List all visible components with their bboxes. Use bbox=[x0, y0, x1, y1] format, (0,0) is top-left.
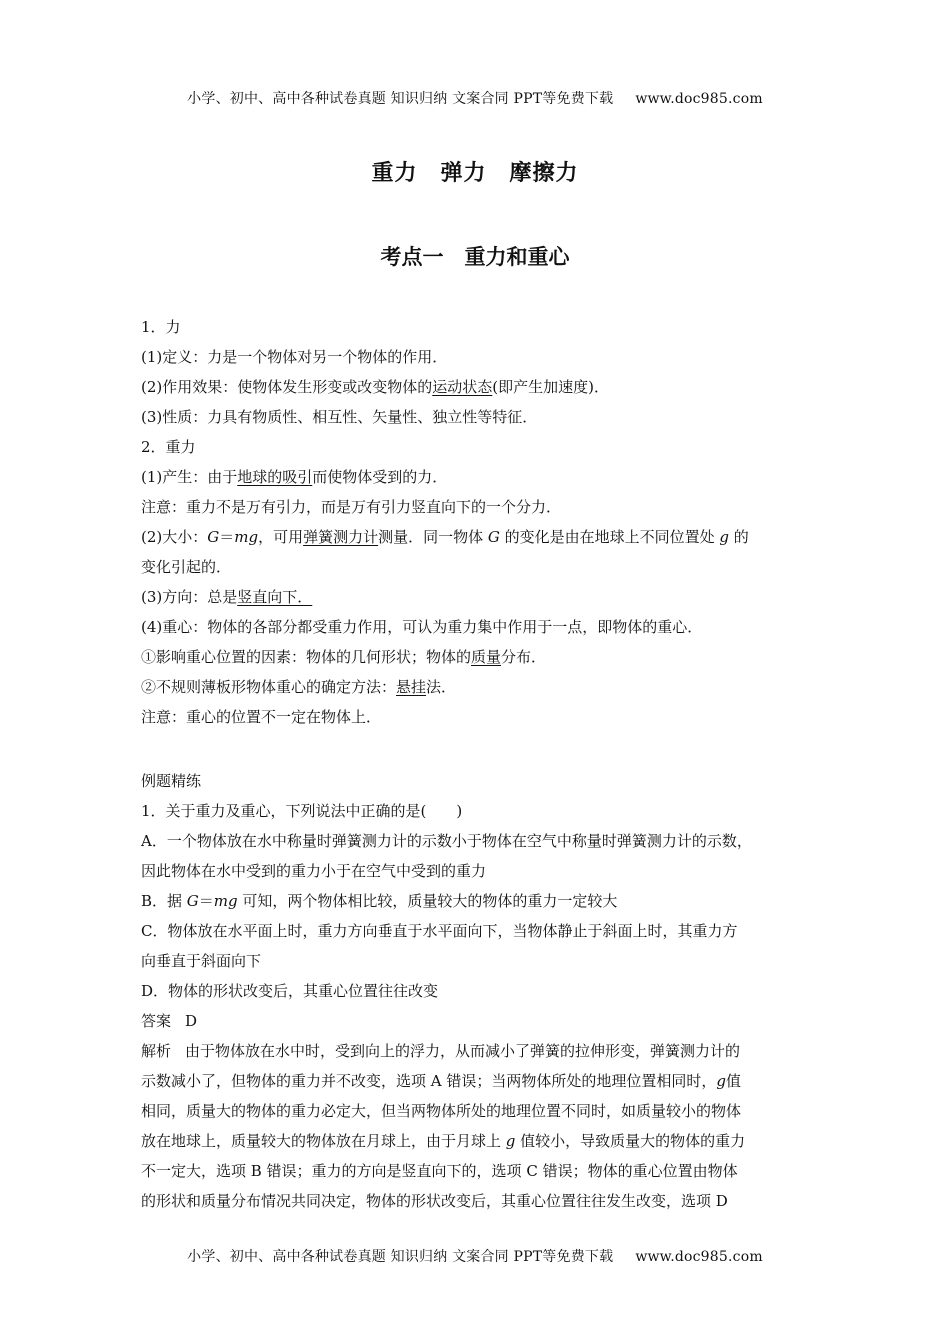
section-1-heading: 1．力 bbox=[141, 318, 181, 336]
footer-site-link[interactable]: www.doc985.com bbox=[635, 1249, 763, 1265]
text: (即产生加速度)． bbox=[492, 378, 609, 396]
text: ①影响重心位置的因素：物体的几何形状；物体的 bbox=[141, 648, 472, 666]
text: 值较小，导致质量大的物体的重力 bbox=[515, 1132, 746, 1150]
analysis-line bbox=[141, 1036, 821, 1066]
text: B．据 bbox=[141, 892, 187, 910]
paragraph bbox=[141, 342, 821, 372]
option-d: D．物体的形状改变后，其重心位置往往改变 bbox=[141, 982, 439, 1000]
formula-var: g bbox=[719, 528, 730, 546]
paragraph: 变化引起的． bbox=[141, 558, 232, 576]
header-site-link[interactable]: www.doc985.com bbox=[635, 91, 763, 107]
analysis-label: 解析 bbox=[141, 1042, 172, 1060]
text: 分布． bbox=[501, 648, 547, 666]
option-c-cont: 向垂直于斜面向下 bbox=[141, 952, 262, 970]
page-footer bbox=[0, 1246, 950, 1266]
text: (3)性质：力具有物质性、相互性、矢量性、独立性等特征． bbox=[141, 408, 538, 426]
underlined-term: 质量 bbox=[471, 648, 502, 666]
footer-text: 小学、初中、高中各种试卷真题 知识归纳 文案合同 PPT等免费下载 bbox=[187, 1249, 614, 1265]
text: (1)定义：力是一个物体对另一个物体的作用． bbox=[141, 348, 448, 366]
formula-var: g bbox=[716, 1072, 726, 1090]
page-title: 重力 弹力 摩擦力 bbox=[371, 161, 579, 186]
question: 1．关于重力及重心，下列说法中正确的是( ) bbox=[141, 802, 463, 820]
formula-var: G bbox=[186, 892, 199, 910]
option-a: A．一个物体放在水中称量时弹簧测力计的示数小于物体在空气中称量时弹簧测力计的示数， bbox=[141, 832, 752, 850]
option-b bbox=[141, 886, 821, 916]
underlined-term: 竖直向下． bbox=[237, 588, 313, 606]
note: 注意：重心的位置不一定在物体上． bbox=[141, 708, 382, 726]
underlined-term: 弹簧测力计 bbox=[303, 528, 379, 546]
answer bbox=[141, 1006, 821, 1036]
option-c: C．物体放在水平面上时，重力方向垂直于水平面向下，当物体静止于斜面上时，其重力方 bbox=[141, 922, 738, 940]
paragraph: (4)重心：物体的各部分都受重力作用，可认为重力集中作用于一点，即物体的重心． bbox=[141, 618, 703, 636]
text: 的变化是由在地球上不同位置处 bbox=[499, 528, 720, 546]
text: 法． bbox=[426, 678, 457, 696]
analysis-line bbox=[141, 1126, 821, 1156]
text: 由于物体放在水中时，受到向上的浮力，从而减小了弹簧的拉伸形变，弹簧测力计的 bbox=[185, 1042, 741, 1060]
paragraph bbox=[141, 372, 821, 402]
paragraph bbox=[141, 402, 821, 432]
analysis-line: 相同，质量大的物体的重力必定大，但当两物体所处的地理位置不同时，如质量较小的物体 bbox=[141, 1102, 742, 1120]
paragraph bbox=[141, 462, 821, 492]
underlined-term: 运动状态 bbox=[432, 378, 493, 396]
main-content bbox=[141, 312, 821, 1216]
answer-label: 答案 bbox=[141, 1012, 172, 1030]
analysis-line bbox=[141, 1066, 821, 1096]
paragraph bbox=[141, 522, 821, 552]
text: 放在地球上，质量较大的物体放在月球上，由于月球上 bbox=[141, 1132, 506, 1150]
section-2-heading: 2．重力 bbox=[141, 438, 196, 456]
text: 的 bbox=[729, 528, 749, 546]
text: 测量．同一物体 bbox=[378, 528, 488, 546]
formula-var: mg bbox=[213, 892, 238, 910]
paragraph bbox=[141, 642, 821, 672]
formula-var: G bbox=[487, 528, 500, 546]
header-text: 小学、初中、高中各种试卷真题 知识归纳 文案合同 PPT等免费下载 bbox=[187, 91, 614, 107]
paragraph bbox=[141, 672, 821, 702]
text: (2)作用效果：使物体发生形变或改变物体的 bbox=[141, 378, 433, 396]
formula-var: mg bbox=[234, 528, 259, 546]
text: 值 bbox=[725, 1072, 741, 1090]
analysis-line: 的形状和质量分布情况共同决定，物体的形状改变后，其重心位置往往发生改变，选项 D bbox=[141, 1192, 728, 1210]
underlined-term: 地球的吸引 bbox=[237, 468, 313, 486]
formula-op: ＝ bbox=[198, 892, 214, 910]
note: 注意：重力不是万有引力，而是万有引力竖直向下的一个分力． bbox=[141, 498, 562, 516]
formula-var: g bbox=[505, 1132, 516, 1150]
text: 可知，两个物体相比较，质量较大的物体的重力一定较大 bbox=[237, 892, 618, 910]
option-a-cont: 因此物体在水中受到的重力小于在空气中受到的重力 bbox=[141, 862, 487, 880]
example-heading: 例题精练 bbox=[141, 772, 202, 790]
section-title: 考点一 重力和重心 bbox=[380, 245, 570, 269]
analysis-line: 不一定大，选项 B 错误；重力的方向是竖直向下的，选项 C 错误；物体的重心位置由物体 bbox=[141, 1162, 738, 1180]
text: ，可用 bbox=[258, 528, 304, 546]
underlined-term: 悬挂 bbox=[396, 678, 427, 696]
paragraph bbox=[141, 582, 821, 612]
answer-value: D bbox=[185, 1012, 198, 1030]
page-header bbox=[0, 88, 950, 108]
formula-op: ＝ bbox=[219, 528, 235, 546]
text: ②不规则薄板形物体重心的确定方法： bbox=[141, 678, 397, 696]
text: 而使物体受到的力． bbox=[312, 468, 448, 486]
text: (2)大小： bbox=[141, 528, 208, 546]
formula-var: G bbox=[207, 528, 220, 546]
spacer bbox=[141, 732, 821, 766]
text: (3)方向：总是 bbox=[141, 588, 238, 606]
text: 示数减小了，但物体的重力并不改变，选项 A 错误；当两物体所处的地理位置相同时， bbox=[141, 1072, 717, 1090]
text: (1)产生：由于 bbox=[141, 468, 238, 486]
